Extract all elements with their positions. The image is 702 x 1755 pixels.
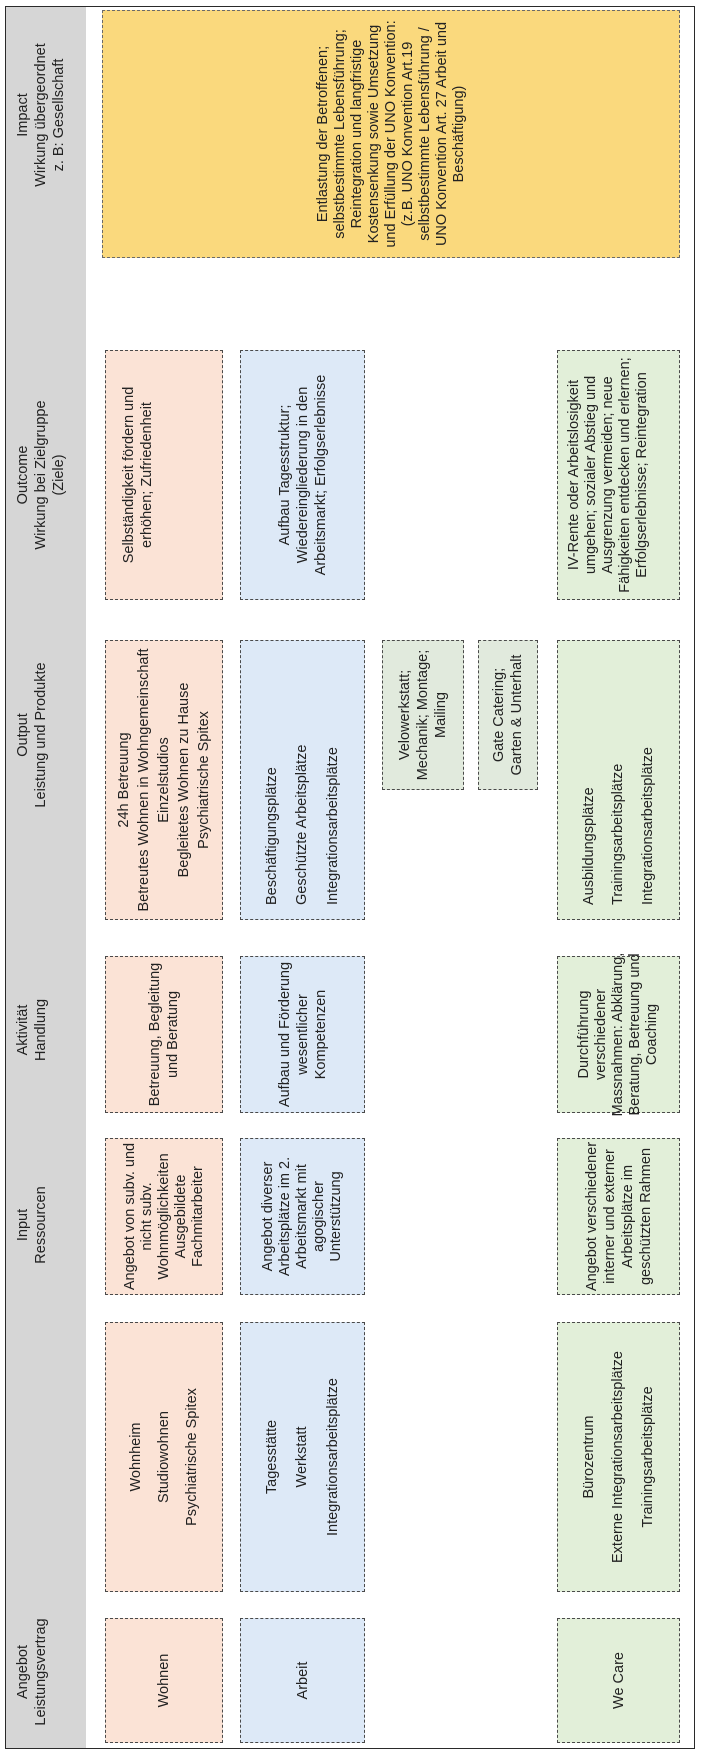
output-arbeit-velowerkstatt: [382, 640, 464, 790]
velowerkstatt-line: Velowerkstatt;: [397, 669, 413, 761]
input-arbeit-line: agogischer: [311, 1181, 327, 1252]
angebot-wecare: [557, 1618, 680, 1743]
outcome-wecare-line: umgehen; sozialer Abstieg und: [583, 375, 599, 575]
angebot-wecare-label: We Care: [610, 1652, 627, 1709]
aktivitaet-arbeit-line: Aufbau und Förderung: [276, 961, 293, 1108]
header-input-subtitle: Ressourcen: [33, 1186, 49, 1264]
aktivitaet-wecare-line: Durchführung: [576, 990, 592, 1079]
outcome-wecare-line: Ausgrenzung vermeiden; neue: [600, 376, 616, 574]
leistung-werkstatt: Werkstatt: [294, 1426, 311, 1488]
angebot-arbeit-label: Arbeit: [294, 1661, 311, 1700]
input-wecare-line: Arbeitsplätze im: [619, 1164, 636, 1269]
outcome-arbeit-line: Aufbau Tagesstruktur;: [276, 404, 293, 546]
input-arbeit: [240, 1138, 365, 1295]
impact-box: [102, 10, 680, 258]
leistung-psychiatrische-spitex: Psychiatrische Spitex: [184, 1388, 200, 1526]
impact-line: selbstbestimmte Lebensführung /: [416, 27, 433, 241]
header-impact-title: Impact: [15, 93, 31, 137]
output-wohnen-line: Psychiatrische Spitex: [196, 711, 212, 849]
input-arbeit-line: Angebot diverser: [260, 1161, 276, 1272]
header-angebot-title: Angebot: [15, 1644, 31, 1700]
aktivitaet-wohnen-line: und Beratung: [165, 990, 181, 1079]
input-arbeit-line: Unterstützung: [328, 1171, 344, 1262]
angebot-wohnen-label: Wohnen: [156, 1653, 172, 1708]
impact-line: Kostensenkung sowie Umsetzung: [365, 24, 382, 244]
leistung-tagesstaette: Tagesstätte: [264, 1419, 281, 1495]
impact-line: selbstbestimmte Lebensführung;: [331, 29, 348, 239]
leistung-integrationsarbeitsplaetze: Integrationsarbeitsplätze: [324, 1378, 341, 1536]
output-arbeit: [240, 640, 365, 920]
header-output: [14, 635, 50, 835]
leistung-trainingsarbeitsplaetze: Trainingsarbeitsplätze: [640, 1386, 657, 1528]
leistung-buerozentrum: Bürozentrum: [580, 1415, 597, 1499]
input-wecare-line: interner und externer: [601, 1149, 618, 1284]
header-impact-subtitle: Wirkung übergeordnet: [33, 43, 49, 187]
header-input: [14, 1155, 50, 1295]
leistung-wohnheim: Wohnheim: [128, 1422, 144, 1492]
output-wohnen: [105, 640, 223, 920]
catering-line: Garten & Unterhalt: [509, 654, 525, 776]
aktivitaet-wohnen-line: Betreuung, Begleitung: [147, 962, 163, 1107]
input-arbeit-line: Arbeitsplätze im 2.: [277, 1156, 293, 1277]
input-arbeit-line: Arbeitsmarkt mit: [294, 1164, 310, 1269]
outcome-wecare-line: Erfolgserlebnisse; Reintegration: [634, 372, 650, 578]
impact-line: Beschäftigung): [450, 85, 467, 183]
output-wohnen-line: 24h Betreuung: [116, 732, 132, 828]
outcome-wecare-line: Fähigkeiten entdecken und erlernen;: [617, 357, 633, 593]
aktivitaet-arbeit: [240, 956, 365, 1113]
angebot-arbeit: [240, 1618, 365, 1743]
leistungen-wecare: [557, 1322, 680, 1592]
outcome-arbeit: [240, 350, 365, 600]
catering-line: Gate Catering;: [491, 667, 507, 763]
output-arbeit-line: Integrationsarbeitsplätze: [324, 747, 341, 905]
outcome-wohnen-line: erhöhen; Zufriedenheit: [139, 402, 155, 548]
output-arbeit-catering: [478, 640, 538, 790]
aktivitaet-wecare: [557, 952, 680, 1117]
header-output-subtitle: Leistung und Produkte: [33, 662, 49, 808]
aktivitaet-arbeit-line: wesentlicher: [294, 994, 311, 1075]
leistungen-wohnen: [105, 1322, 223, 1592]
input-wohnen-line: Angebot von subv. und: [121, 1142, 138, 1291]
output-wohnen-line: Begleitetes Wohnen zu Hause: [176, 682, 192, 878]
output-arbeit-line: Beschäftigungsplätze: [264, 767, 281, 905]
aktivitaet-wecare-line: Massnahmen: Abklärung,: [610, 952, 626, 1117]
aktivitaet-wecare-line: verschiedener: [593, 988, 609, 1081]
header-aktivitaet-subtitle: Handlung: [33, 998, 49, 1062]
header-angebot: [14, 1597, 50, 1747]
header-aktivitaet-title: Aktivität: [15, 1004, 31, 1056]
input-wohnen-line: Ausgebildete: [172, 1174, 189, 1259]
input-wohnen-line: Wohnmöglichkeiten: [155, 1153, 172, 1280]
header-aktivitaet: [14, 960, 50, 1100]
angebot-wohnen: [105, 1618, 223, 1743]
input-wohnen-line: nicht subv.: [138, 1182, 155, 1251]
aktivitaet-wohnen: [105, 956, 223, 1113]
aktivitaet-arbeit-line: Kompetenzen: [312, 989, 329, 1080]
outcome-wecare: [557, 350, 680, 600]
impact-line: und Erfüllung der UNO Konvention:: [382, 20, 399, 248]
velowerkstatt-line: Mailing: [433, 692, 449, 738]
header-output-title: Output: [15, 713, 31, 757]
input-wohnen-line: Fachmitarbeiter: [189, 1166, 206, 1267]
header-outcome-subtitle2: (Ziele): [51, 454, 67, 496]
output-wohnen-line: Einzelstudios: [156, 737, 172, 823]
header-angebot-subtitle: Leistungsvertrag: [33, 1618, 49, 1726]
header-outcome-subtitle: Wirkung bei Zielgruppe: [33, 400, 49, 550]
impact-line: (z.B. UNO Konvention Art.19: [399, 41, 416, 227]
velowerkstatt-line: Mechanik; Montage;: [415, 649, 431, 781]
leistung-externe-integrationsarbeitsplaetze: Externe Integrationsarbeitsplätze: [610, 1351, 627, 1563]
output-arbeit-line: Geschützte Arbeitsplätze: [294, 744, 311, 905]
header-outcome-title: Outcome: [15, 445, 31, 505]
output-wecare: [557, 640, 680, 920]
outcome-wohnen-line: Selbständigkeit fördern und: [121, 386, 137, 564]
outcome-wecare-line: IV-Rente oder Arbeitslosigkeit: [566, 379, 582, 571]
impact-line: UNO Konvention Art. 27 Arbeit und: [433, 21, 450, 247]
input-wohnen: [105, 1138, 223, 1295]
output-wecare-line: Trainingsarbeitsplätze: [610, 763, 627, 905]
leistung-studiowohnen: Studiowohnen: [156, 1411, 172, 1503]
outcome-arbeit-line: Wiedereingliederung in den: [294, 386, 311, 564]
input-wecare-line: geschützten Rahmen: [637, 1147, 654, 1286]
leistungen-arbeit: [240, 1322, 365, 1592]
input-wecare: [557, 1138, 680, 1295]
header-band: [6, 7, 86, 1748]
header-input-title: Input: [15, 1208, 31, 1242]
input-wecare-line: Angebot verschiedener: [583, 1141, 600, 1292]
impact-line: Entlastung der Betroffenen;: [314, 45, 331, 223]
header-impact: [14, 15, 68, 215]
aktivitaet-wecare-line: Beratung, Betreuung und: [627, 953, 643, 1116]
header-impact-subtitle2: z. B: Gesellschaft: [51, 58, 67, 172]
output-wohnen-line: Betreutes Wohnen in Wohngemeinschaft: [136, 648, 152, 912]
header-outcome: [14, 365, 68, 585]
output-wecare-line: Ausbildungsplätze: [580, 787, 597, 905]
outcome-wohnen: [105, 350, 223, 600]
aktivitaet-wecare-line: Coaching: [644, 1003, 660, 1066]
outcome-arbeit-line: Arbeitsmarkt; Erfolgserlebnisse: [312, 374, 329, 576]
output-wecare-line: Integrationsarbeitsplätze: [640, 747, 657, 905]
impact-line: Reintegration und langfristige: [348, 39, 365, 229]
